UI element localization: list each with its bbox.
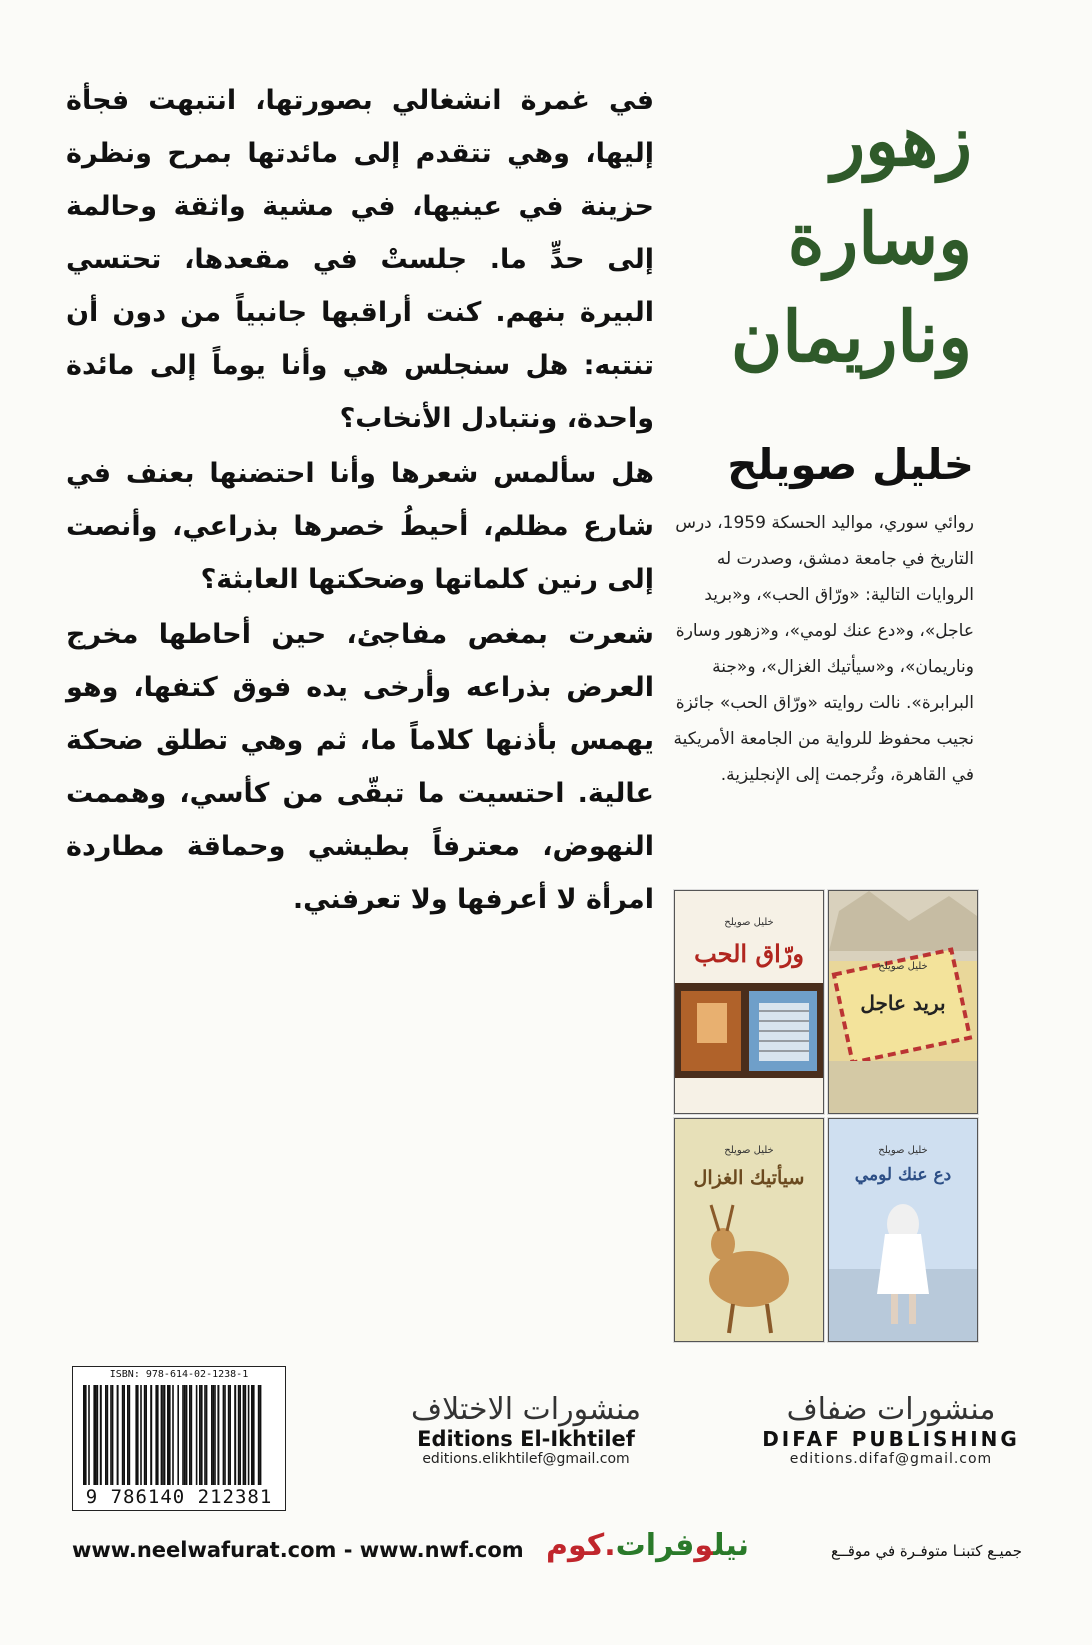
barcode-bar (161, 1385, 163, 1485)
book-cover-da-anka-lawmi (828, 1118, 978, 1342)
barcode-bar (164, 1385, 166, 1485)
barcode-bar (251, 1385, 253, 1485)
barcode-bar (157, 1385, 159, 1485)
barcode-bar (229, 1385, 231, 1485)
barcode-bar (204, 1385, 206, 1485)
barcode-bar (248, 1385, 250, 1485)
barcode-bar (167, 1385, 169, 1485)
difaf-arabic-name: منشورات ضفاف (786, 1392, 996, 1427)
barcode-bar (189, 1385, 191, 1485)
book-author: خليل صويلح (878, 1145, 928, 1156)
brand-furat: فرات (615, 1528, 695, 1563)
barcode-bar (238, 1385, 240, 1485)
barcode-bar (145, 1385, 147, 1485)
footer-availability-text: جميـع كتبنـا متوفـرة في موقــع (830, 1542, 1022, 1560)
barcode-bar (105, 1385, 107, 1485)
excerpt-paragraph-3: شعرت بمغص مفاجئ، حين أحاطها مخرج العرض بذراعه وأرخى يده فوق كتفها، وهو يهمس بأذنها كلاماً ما، ثم وهي تطلق ضحكة عالية. احتسيت ما تبقّى من كأسي، وهممت النهوض، معترفاً بطيشي وحماقة مطاردة امرأة لا أعرفها ولا تعرفني. (66, 619, 654, 915)
barcode-bar (186, 1385, 188, 1485)
barcode-bar (97, 1385, 99, 1485)
barcode-bar (93, 1385, 95, 1485)
barcode-bar (135, 1385, 137, 1485)
ikhtilef-email: editions.elikhtilef@gmail.com (422, 1451, 630, 1467)
publisher-difaf (756, 1392, 1026, 1467)
barcode-bar (100, 1385, 102, 1485)
barcode-bar (169, 1385, 171, 1485)
barcode-bar (182, 1385, 184, 1485)
barcode-bar (155, 1385, 157, 1485)
author-bio: روائي سوري، مواليد الحسكة 1959، درس التاريخ في جامعة دمشق، وصدرت له الروايات التالية: «ورّاق الحب»، و«بريد عاجل»، و«دع عنك لومي»، و«زهور وسارة وناريمان»، و«سيأتيك الغزال»، و«جنة البرابرة». نالت روايته «ورّاق الحب» جائزة نجيب محفوظ للرواية من الجامعة الأمريكية في القاهرة، وتُرجمت إلى الإنجليزية. (673, 513, 974, 785)
barcode-bar (150, 1385, 152, 1485)
book-title (672, 92, 972, 386)
barcode-bar (112, 1385, 114, 1485)
book-title-text: دع عنك لومي (854, 1165, 952, 1185)
barcode-bar (177, 1385, 179, 1485)
isbn-barcode (72, 1366, 286, 1511)
footer-urls: www.neelwafurat.com - www.nwf.com (72, 1538, 524, 1562)
book-author: خليل صويلح (878, 961, 928, 972)
barcode-bar (223, 1385, 225, 1485)
excerpt-paragraph-2: هل سألمس شعرها وأنا احتضنها بعنف في شارع مظلم، أحيطُ خصرها بذراعي، وأنصت إلى رنين كلماتها وضحكتها العابثة؟ (66, 458, 654, 595)
author-name: خليل صويلح (727, 440, 974, 489)
title-line-3: وناريمان (730, 295, 972, 378)
title-line-2: وسارة (787, 197, 972, 280)
barcode-bar (206, 1385, 208, 1485)
barcode-bar (196, 1385, 198, 1485)
book-title-text: بريد عاجل (860, 991, 946, 1015)
barcode-bar (228, 1385, 230, 1485)
back-cover-excerpt (66, 74, 654, 928)
difaf-english-name: DIFAF PUBLISHING (762, 1427, 1020, 1451)
barcode-bar (95, 1385, 97, 1485)
barcode-bar (234, 1385, 236, 1485)
title-line-1: زهور (831, 99, 972, 182)
barcode-bar (117, 1385, 119, 1485)
barcode-bar (140, 1385, 142, 1485)
barcode-bar (243, 1385, 245, 1485)
barcode-bar (83, 1385, 85, 1485)
book-title-text: سيأتيك الغزال (693, 1167, 805, 1189)
barcode-bar (239, 1385, 241, 1485)
barcode-bar (127, 1385, 129, 1485)
barcode-bar (162, 1385, 164, 1485)
barcode-icon (81, 1385, 277, 1485)
book-title-text: ورّاق الحب (694, 939, 804, 968)
barcode-bar (88, 1385, 90, 1485)
brand-neel: نيل (713, 1528, 749, 1563)
barcode-bar (129, 1385, 131, 1485)
ikhtilef-english-name: Editions El-Ikhtilef (417, 1427, 635, 1451)
isbn-digits: 9 786140 212381 (85, 1486, 273, 1508)
barcode-bar (172, 1385, 174, 1485)
isbn-label: ISBN: 978-614-02-1238-1 (109, 1369, 249, 1380)
barcode-bar (122, 1385, 124, 1485)
barcode-bar (214, 1385, 216, 1485)
barcode-bar (191, 1385, 193, 1485)
barcode-bar (258, 1385, 260, 1485)
barcode-bar (107, 1385, 109, 1485)
barcode-bar (199, 1385, 201, 1485)
barcode-bar (184, 1385, 186, 1485)
ikhtilef-arabic-name: منشورات الاختلاف (410, 1392, 642, 1427)
neelwafurat-logo (546, 1528, 749, 1563)
barcode-bar (259, 1385, 261, 1485)
book-author: خليل صويلح (724, 1145, 774, 1156)
barcode-bar (217, 1385, 219, 1485)
barcode-bar (211, 1385, 213, 1485)
book-author: خليل صويلح (724, 917, 774, 928)
difaf-email: editions.difaf@gmail.com (789, 1451, 993, 1467)
barcode-bar (144, 1385, 146, 1485)
brand-wa: و (694, 1528, 714, 1563)
book-cover-warraq-al-hob (674, 890, 824, 1114)
book-cover-sayatika-al-ghazal (674, 1118, 824, 1342)
barcode-bar (213, 1385, 215, 1485)
book-cover-bareed-ajel (828, 890, 978, 1114)
barcode-bar (123, 1385, 125, 1485)
footer-bar (72, 1528, 1022, 1572)
brand-com: .كوم (546, 1528, 616, 1563)
publisher-ikhtilef (408, 1392, 644, 1467)
barcode-bar (85, 1385, 87, 1485)
excerpt-paragraph-1: في غمرة انشغالي بصورتها، انتبهت فجأة إليها، وهي تتقدم إلى مائدتها بمرح ونظرة حزينة في عينيها، في مشية واثقة وحالمة إلى حدٍّ ما. جلستْ في مقعدها، تحتسي البيرة بنهم. كنت أراقبها جانبياً من دون أن تنتبه: هل سنجلس هي وأنا يوماً إلى مائدة واحدة، ونتبادل الأنخاب؟ (66, 85, 654, 434)
barcode-bar (201, 1385, 203, 1485)
barcode-bar (224, 1385, 226, 1485)
barcode-bar (245, 1385, 247, 1485)
barcode-bar (110, 1385, 112, 1485)
barcode-bar (137, 1385, 139, 1485)
barcode-bar (253, 1385, 255, 1485)
